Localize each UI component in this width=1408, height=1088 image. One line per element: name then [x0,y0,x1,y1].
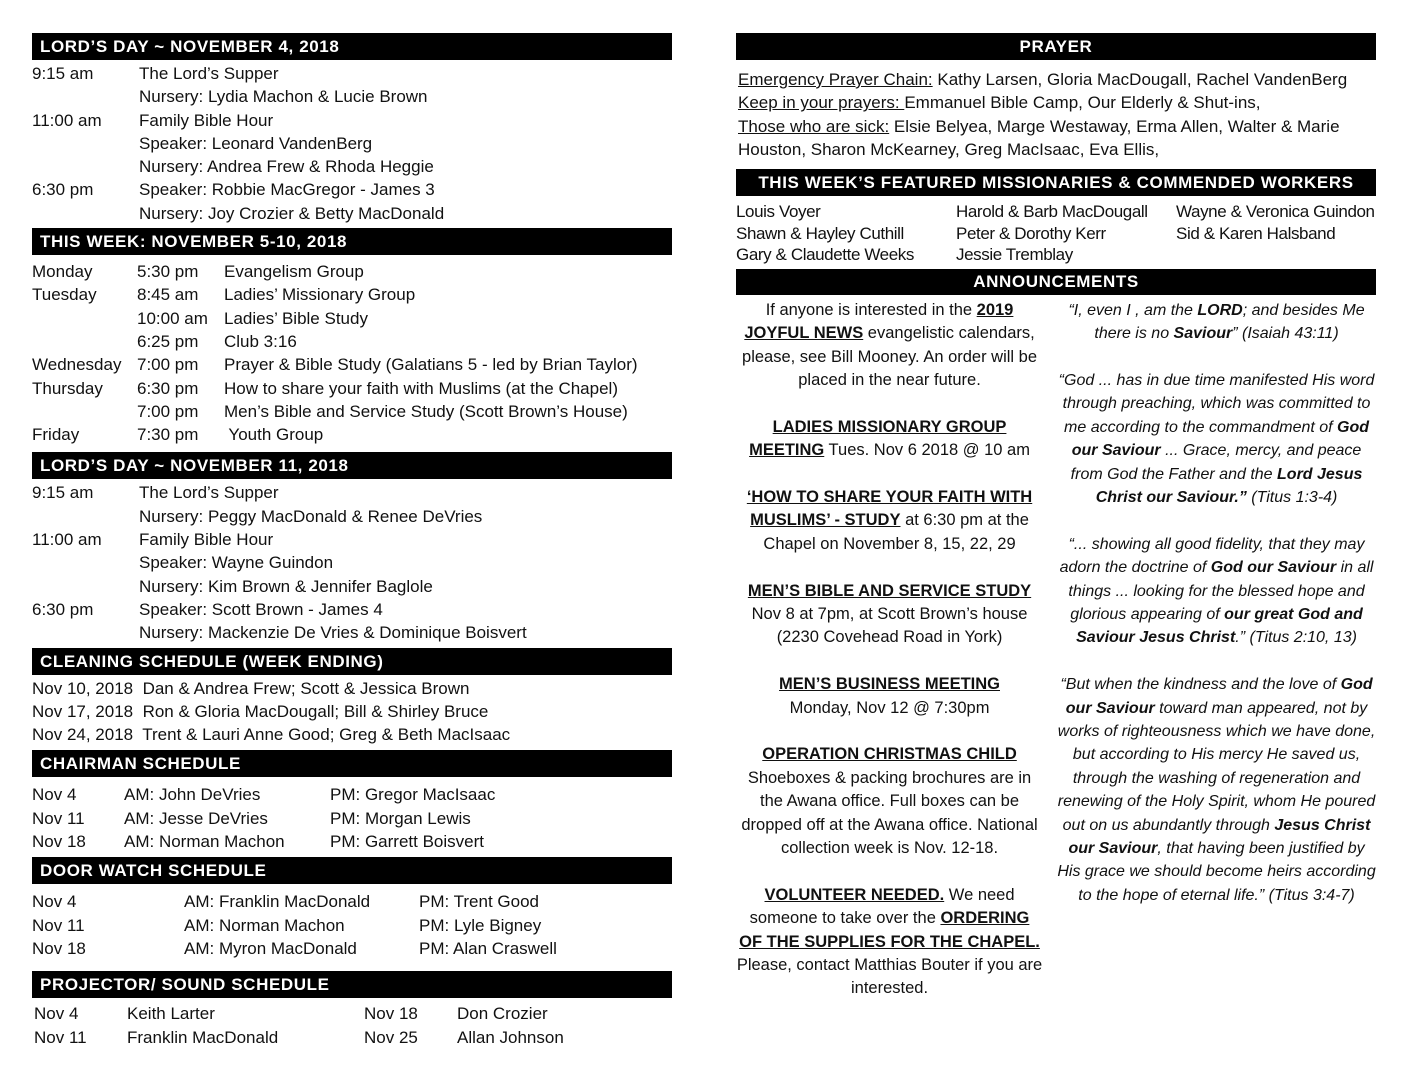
time: 7:30 pm [137,425,199,445]
time: 5:30 pm [137,262,199,282]
time [32,202,139,225]
prayer-sick-label: Those who are sick: [738,116,890,136]
verse-titus-3 [1057,673,1376,907]
schedule-row [32,481,672,504]
time [32,505,139,528]
announcement-muslims-study [736,486,1043,556]
text: God our Saviour [1071,418,1370,460]
time: 7:00 pm [137,355,199,375]
door-watch-header: DOOR WATCH SCHEDULE [32,857,672,884]
missionary-name: Wayne & Veronica Guindon [1176,202,1375,222]
schedule-row [32,621,672,644]
announcement-calendars [736,299,1043,393]
name: Keith Larter [127,1004,215,1024]
text: We need someone to take over the [749,885,1015,928]
cleaning-row: Nov 24, 2018 Trent & Lauri Anne Good; Greg & Beth MacIsaac [32,725,511,745]
prayer-sick-names: Elsie Belyea, Marge Westaway, Erma Allen, Walter & Marie Houston, Sharon McKearney, Greg MacIsaac, Eva Ellis, [738,116,1340,159]
announcements-header: ANNOUNCEMENTS [736,269,1376,295]
date: Nov 11 [32,915,85,935]
week-row [32,377,672,400]
day [32,307,137,330]
event: Evangelism Group [224,262,364,282]
time [32,155,139,178]
am: AM: Myron MacDonald [184,938,357,958]
text: LORD [1197,301,1243,319]
item: Nursery: Mackenzie De Vries & Dominique Boisvert [139,623,527,643]
prayer-section [736,60,1376,161]
chairman-schedule [32,777,672,853]
prayer-chain [738,68,1376,91]
item: Speaker: Wayne Guindon [139,553,334,573]
projector-row [34,1002,672,1025]
text: Shoeboxes & packing brochures are in the Awana office. Full boxes can be dropped off at the Awana office. National collection week is Nov. 12-18. [741,768,1038,857]
schedule-row [32,178,672,201]
time: 7:00 pm [137,401,199,421]
time: 8:45 am [137,285,199,305]
this-week-header: THIS WEEK: NOVEMBER 5-10, 2018 [32,228,672,255]
prayer-sick [738,115,1376,162]
name: Franklin MacDonald [127,1027,279,1047]
time: 6:30 pm [32,599,94,619]
day: Wednesday [32,355,122,375]
text: If anyone is interested in the [765,300,977,319]
cleaning-row: Nov 17, 2018 Ron & Gloria MacDougall; Bill & Shirley Bruce [32,701,489,721]
time [32,621,139,644]
text: LADIES MISSIONARY GROUP MEETING [749,417,1007,460]
missionary-name: Sid & Karen Halsband [1176,223,1336,243]
text: Lord Jesus Christ our Saviour.” [1095,465,1363,506]
missionary-name: Shawn & Hayley Cuthill [736,223,904,243]
schedule-row [32,528,672,551]
schedule-row [32,202,672,225]
time: 10:00 am [137,308,208,328]
date: Nov 4 [32,785,77,805]
schedule-row [32,598,672,621]
lords-day-1-schedule [32,60,672,225]
day [32,330,137,353]
missionary-name: Jessie Tremblay [956,245,1073,265]
text: at 6:30 pm at the Chapel on November 8, 15, 22, 29 [763,511,1029,553]
text: toward man appeared, not by works of righteousness which we have done, but according to His mercy He saved us, through the washing of regeneration and renewing of the Holy Spirit, whom He poured out on us abundantly through [1057,699,1376,834]
schedule-row [32,85,672,108]
schedule-row [32,132,672,155]
verse-titus-1 [1057,369,1376,509]
announcement-ladies-meeting [736,416,1043,463]
pm: PM: Alan Craswell [419,938,557,958]
verse-isaiah [1057,299,1376,346]
text: VOLUNTEER NEEDED. [764,885,945,904]
text: ‘HOW TO SHARE YOUR FAITH WITH MUSLIMS’ - STUDY [746,487,1033,530]
pm: PM: Lyle Bigney [419,915,542,935]
door-watch-row [32,937,672,960]
week-row [32,400,672,423]
schedule-row [32,62,672,85]
text: , that having been justified by His grace we should become heirs according to the hope of eternal life.” (Titus 3:4-7) [1057,839,1376,904]
chairman-row [32,830,672,853]
pm: PM: Gregor MacIsaac [330,785,496,805]
am: AM: Norman Machon [124,832,285,852]
date: Nov 18 [32,832,86,852]
am: AM: Franklin MacDonald [184,892,371,912]
missionary-name: Louis Voyer [736,202,821,222]
missionaries-list [736,196,1376,266]
pm: PM: Garrett Boisvert [330,832,484,852]
week-row [32,260,672,283]
text: (Titus 1:3-4) [1246,488,1338,506]
text: 2019 JOYFUL NEWS [744,300,1014,343]
time: 6:30 pm [32,180,94,200]
schedule-row [32,551,672,574]
lords-day-2-schedule [32,479,672,644]
text: Jesus Christ our Saviour [1068,816,1371,857]
time: 11:00 am [32,110,102,130]
text: evangelistic calendars, please, see Bill Mooney. An order will be placed in the near future. [742,324,1038,389]
schedule-row [32,155,672,178]
day: Tuesday [32,285,97,305]
text: Tues. Nov 6 2018 @ 10 am [824,441,1030,460]
chairman-row [32,807,672,830]
announcements-list [736,299,1043,1001]
prayer-keep-text: Emmanuel Bible Camp, Our Elderly & Shut-ins, [904,93,1261,113]
week-row [32,330,672,353]
item: Nursery: Lydia Machon & Lucie Brown [139,87,428,107]
text: our great God and Saviour Jesus Christ [1076,605,1363,647]
text: ... Grace, mercy, and peace from God the Father and the [1070,442,1362,483]
am: AM: Jesse DeVries [124,808,268,828]
prayer-keep-label: Keep in your prayers: [738,93,905,113]
event: How to share your faith with Muslims (at the Chapel) [224,378,618,398]
item: The Lord’s Supper [139,64,279,83]
date: Nov 4 [32,892,77,912]
text: OPERATION CHRISTMAS CHILD [762,745,1017,764]
projector-header: PROJECTOR/ SOUND SCHEDULE [32,971,672,998]
text: God our Saviour [1065,676,1373,717]
week-row [32,283,672,306]
date: Nov 11 [34,1027,87,1047]
text: .” (Titus 2:10, 13) [1235,629,1357,647]
day: Monday [32,262,93,282]
text: “But when the kindness and the love of [1060,676,1341,694]
right-column [736,33,1376,1001]
time [32,132,139,155]
pm: PM: Morgan Lewis [330,808,471,828]
item: Speaker: Scott Brown - James 4 [139,599,383,619]
time: 11:00 am [32,530,102,550]
event: Ladies’ Missionary Group [224,285,416,305]
cleaning-row: Nov 10, 2018 Dan & Andrea Frew; Scott & Jessica Brown [32,678,470,698]
item: Speaker: Leonard VandenBerg [139,133,373,153]
this-week-schedule [32,255,672,446]
missionary-name: Gary & Claudette Weeks [736,245,914,265]
date: Nov 18 [32,938,86,958]
verse-titus-2 [1057,533,1376,650]
text: Please, contact Matthias Bouter if you are interested. [736,955,1043,998]
text: ” (Isaiah 43:11) [1232,325,1339,343]
prayer-header: PRAYER [736,33,1376,60]
door-watch-row [32,914,672,937]
time: 6:30 pm [137,378,199,398]
text: “... showing all good fidelity, that they may adorn the doctrine of [1059,535,1365,577]
chairman-row [32,783,672,806]
projector-schedule [32,998,672,1049]
pm: PM: Trent Good [419,892,539,912]
announcement-mens-study [736,580,1043,650]
item: Speaker: Robbie MacGregor - James 3 [139,180,435,200]
date: Nov 18 [364,1004,418,1024]
week-row [32,307,672,330]
text: MEN’S BIBLE AND SERVICE STUDY [747,581,1032,600]
date: Nov 4 [34,1004,79,1024]
item: Family Bible Hour [139,530,274,550]
event: Youth Group [224,425,324,445]
event: Ladies’ Bible Study [224,308,368,328]
missionary-name: Harold & Barb MacDougall [956,202,1148,222]
text: ORDERING OF THE SUPPLIES FOR THE CHAPEL. [739,909,1040,951]
day: Thursday [32,378,103,398]
name: Don Crozier [457,1004,548,1024]
item: Nursery: Joy Crozier & Betty MacDonald [139,203,445,223]
announcements-body [736,299,1376,1001]
am: AM: Norman Machon [184,915,345,935]
text: Nov 8 at 7pm, at Scott Brown’s house (2230 Covehead Road in York) [751,604,1028,647]
door-watch-schedule [32,884,672,960]
day: Friday [32,425,80,445]
prayer-keep [738,91,1376,114]
text: in all things ... looking for the blessed hope and glorious appearing of [1068,559,1374,623]
time [32,551,139,574]
schedule-row [32,109,672,132]
day [32,400,137,423]
cleaning-schedule [32,675,672,747]
schedule-row [32,505,672,528]
chairman-header: CHAIRMAN SCHEDULE [32,750,672,777]
time [32,575,139,598]
date: Nov 25 [364,1027,418,1047]
item: Nursery: Peggy MacDonald & Renee DeVries [139,506,483,526]
prayer-chain-names: Kathy Larsen, Gloria MacDougall, Rachel VandenBerg [932,70,1348,89]
missionaries-header: THIS WEEK’S FEATURED MISSIONARIES & COMMENDED WORKERS [736,169,1376,196]
door-watch-row [32,890,672,913]
time: 9:15 am [32,64,94,83]
prayer-chain-label: Emergency Prayer Chain: [738,70,933,89]
announcement-christmas-child [736,743,1043,860]
lords-day-1-header: LORD’S DAY ~ NOVEMBER 4, 2018 [32,33,672,60]
missionary-name: Peter & Dorothy Kerr [956,223,1106,243]
time [32,85,139,108]
scripture-verses [1057,299,1376,1001]
event: Club 3:16 [224,331,297,351]
announcement-business-meeting [736,673,1043,720]
text: MEN’S BUSINESS MEETING [779,675,1000,694]
left-column [32,33,672,1049]
text: ; and besides Me there is no [1094,301,1365,343]
text: “God ... has in due time manifested His word through preaching, which was committed to me according to the commandment of [1058,371,1375,436]
text: Saviour [1173,325,1233,343]
item: Family Bible Hour [139,110,274,130]
schedule-row [32,575,672,598]
time: 9:15 am [32,483,94,503]
date: Nov 11 [32,808,85,828]
text: Monday, Nov 12 @ 7:30pm [789,698,990,717]
item: The Lord’s Supper [139,483,279,503]
name: Allan Johnson [457,1027,564,1047]
text: God our Saviour [1210,559,1337,577]
event: Men’s Bible and Service Study (Scott Brown’s House) [224,401,628,421]
event: Prayer & Bible Study (Galatians 5 - led by Brian Taylor) [224,355,638,375]
cleaning-header: CLEANING SCHEDULE (WEEK ENDING) [32,648,672,675]
lords-day-2-header: LORD’S DAY ~ NOVEMBER 11, 2018 [32,452,672,479]
week-row [32,353,672,376]
week-row [32,423,672,446]
text: “I, even I , am the [1068,301,1198,319]
item: Nursery: Andrea Frew & Rhoda Heggie [139,157,434,177]
am: AM: John DeVries [124,785,261,805]
time: 6:25 pm [137,331,199,351]
projector-row [34,1026,672,1049]
item: Nursery: Kim Brown & Jennifer Baglole [139,576,433,596]
announcement-volunteer [736,884,1043,1001]
missionary-name [1176,244,1376,266]
